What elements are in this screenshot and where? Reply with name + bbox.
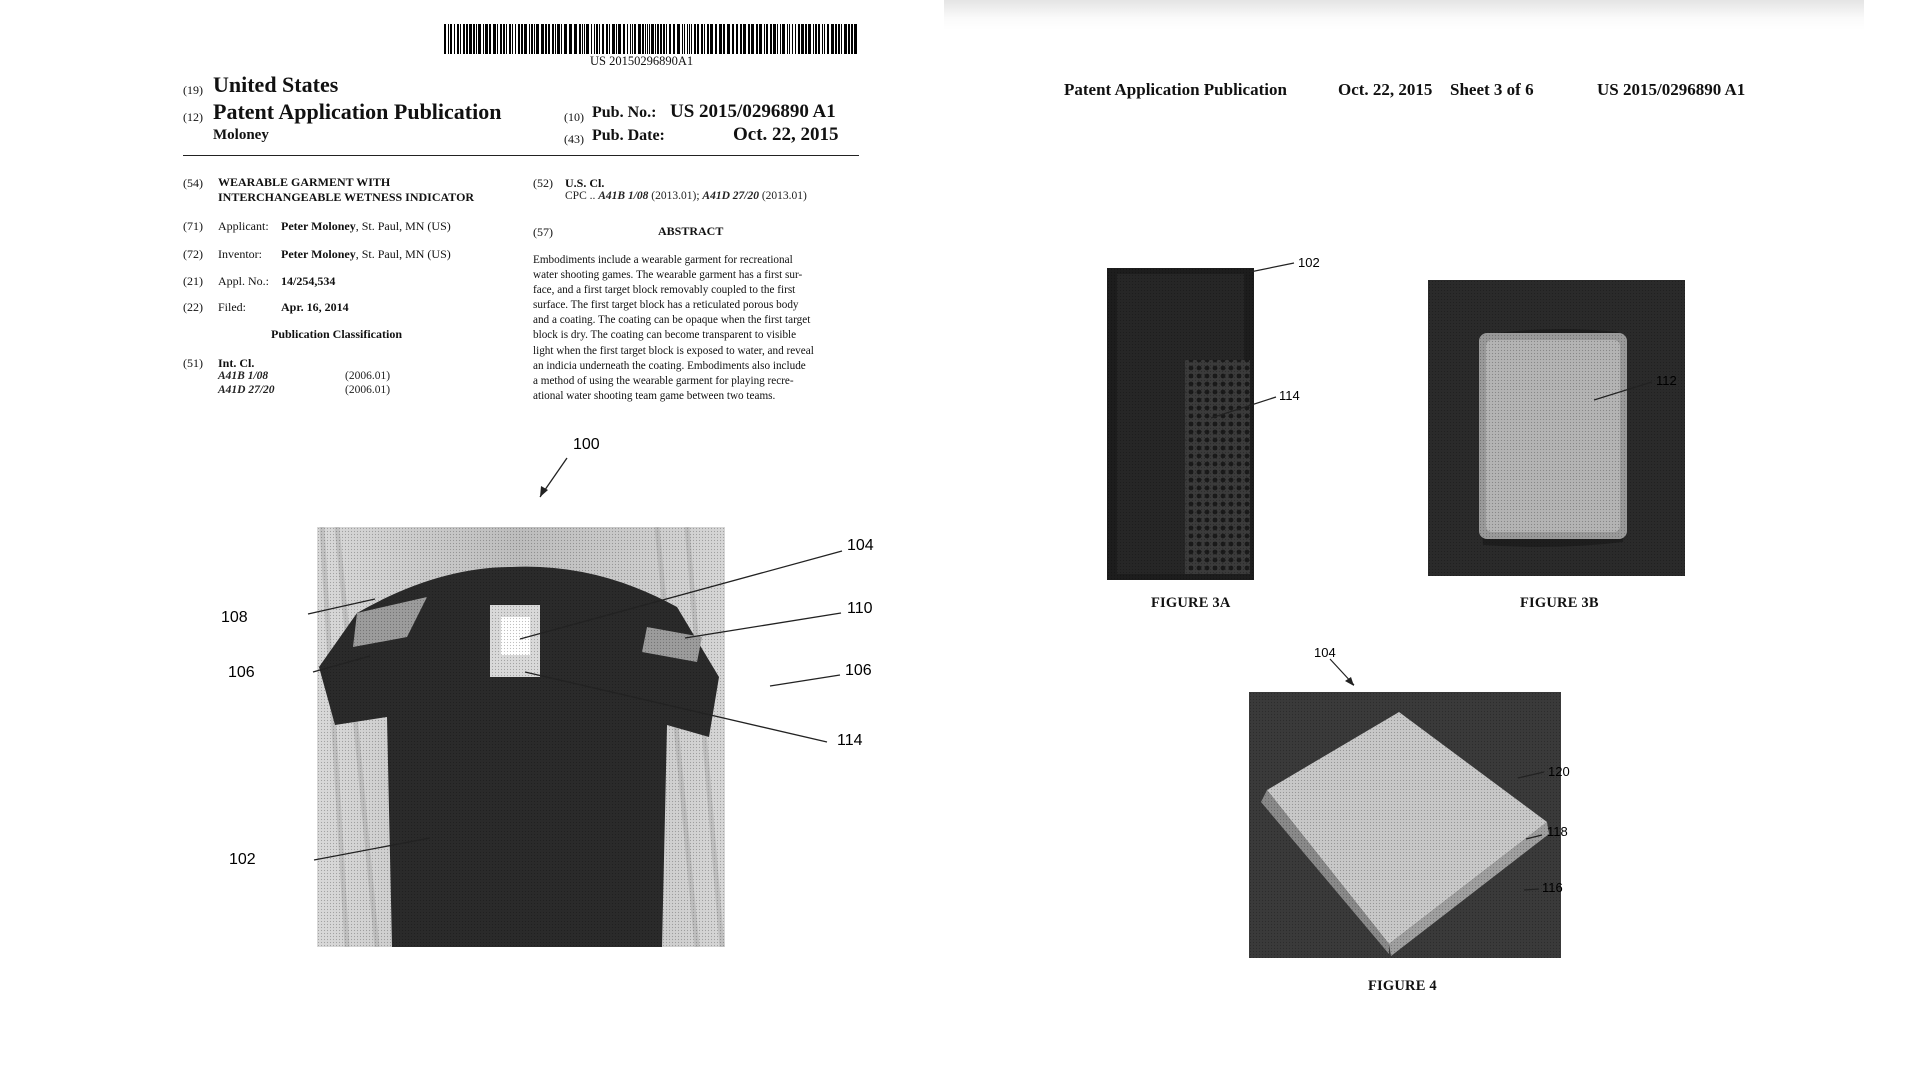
patent-front-page (70, 0, 944, 1080)
ref-104: 104 (1314, 645, 1336, 660)
inventor-surname: Moloney (213, 127, 269, 143)
ref-106a: 106 (228, 664, 255, 681)
uscl-label: U.S. Cl. (565, 176, 605, 190)
sheet-header-number: US 2015/0296890 A1 (1597, 80, 1746, 99)
pub-class-heading: Publication Classification (271, 327, 403, 341)
figure-3a-label: FIGURE 3A (1151, 595, 1231, 611)
inventor-code: (72) (183, 247, 203, 261)
applicant-label: Applicant: (218, 219, 269, 233)
ref-104: 104 (847, 537, 874, 554)
pub-date-value: Oct. 22, 2015 (733, 124, 839, 145)
ref-110: 110 (847, 600, 873, 617)
type-code: (12) (183, 110, 203, 124)
inventor-location: , St. Paul, MN (US) (355, 247, 451, 261)
intcl-label: Int. Cl. (218, 356, 255, 370)
publication-type: Patent Application Publication (213, 99, 502, 124)
figure-4-label: FIGURE 4 (1368, 978, 1437, 994)
figure1-leaders (70, 0, 944, 1080)
intcl-row-code: A41D 27/20 (218, 384, 275, 396)
abstract-heading: ABSTRACT (658, 224, 724, 238)
applicant-name: Peter Moloney (281, 219, 356, 233)
abstract-line: a method of using the wearable garment for playing recre- (533, 374, 794, 387)
intcl-row-year: (2006.01) (345, 370, 391, 382)
pub-no-value: US 2015/0296890 A1 (670, 101, 836, 122)
sheet-header-pub: Patent Application Publication (1064, 80, 1287, 99)
figure-3b-label: FIGURE 3B (1520, 595, 1599, 611)
abstract-line: and a coating. The coating can be opaque when the first target (533, 314, 811, 327)
ref-114: 114 (837, 732, 863, 749)
pub-date-label: Pub. Date: (592, 127, 665, 144)
pub-date-code: (43) (564, 132, 584, 146)
ref-106b: 106 (845, 662, 872, 679)
title-line1: WEARABLE GARMENT WITH (218, 175, 391, 189)
country-code: (19) (183, 83, 203, 97)
cpc-a: A41B 1/08 (598, 190, 649, 202)
ref-100: 100 (573, 436, 600, 453)
ref-102: 102 (229, 851, 256, 868)
ref-102: 102 (1298, 255, 1320, 270)
country: United States (213, 72, 339, 97)
abstract-line: light when the first target block is exposed to water, and reveal (533, 344, 814, 357)
ref-118: 118 (1547, 824, 1568, 839)
abstract-code: (57) (533, 225, 553, 239)
intcl-code: (51) (183, 356, 203, 370)
pub-no-code: (10) (564, 110, 584, 124)
intcl-row-year: (2006.01) (345, 384, 391, 396)
patent-drawing-sheet (944, 0, 1864, 1080)
intcl-row-code: A41B 1/08 (218, 370, 269, 382)
ref-108: 108 (221, 609, 248, 626)
appl-label: Appl. No.: (218, 274, 269, 288)
title-line2: INTERCHANGEABLE WETNESS INDICATOR (218, 190, 475, 204)
abstract-line: surface. The first target block has a reticulated porous body (533, 299, 799, 312)
abstract-line: face, and a first target block removably coupled to the first (533, 284, 796, 297)
sheet-leaders (944, 0, 1864, 1080)
pub-no-label: Pub. No.: (592, 104, 657, 121)
appl-code: (21) (183, 274, 203, 288)
inventor-label: Inventor: (218, 247, 262, 261)
filed-code: (22) (183, 300, 203, 314)
inventor-name: Peter Moloney (281, 247, 356, 261)
cpc-b-year: (2013.01) (761, 190, 807, 202)
applicant-code: (71) (183, 219, 203, 233)
abstract-line: Embodiments include a wearable garment for recreational (533, 254, 793, 266)
title-code: (54) (183, 176, 203, 190)
ref-114: 114 (1279, 388, 1300, 403)
cpc-a-year: (2013.01); (651, 190, 700, 202)
uscl-code: (52) (533, 176, 553, 190)
cpc-b: A41D 27/20 (702, 190, 759, 202)
ref-120: 120 (1548, 764, 1570, 779)
abstract-line: ational water shooting team game between two teams. (533, 389, 776, 402)
cpc-prefix: CPC .. (565, 190, 596, 202)
sheet-header-date: Oct. 22, 2015 (1338, 80, 1433, 99)
filed-value: Apr. 16, 2014 (281, 300, 349, 314)
sheet-header-sheet: Sheet 3 of 6 (1450, 80, 1534, 99)
ref-116: 116 (1542, 880, 1563, 895)
appl-value: 14/254,534 (281, 274, 336, 288)
filed-label: Filed: (218, 300, 247, 314)
applicant-location: , St. Paul, MN (US) (355, 219, 451, 233)
abstract-line: water shooting games. The wearable garment has a first sur- (533, 269, 803, 282)
abstract-line: an indicia underneath the coating. Embodiments also include (533, 359, 806, 372)
abstract-line: block is dry. The coating can become transparent to visible (533, 329, 797, 342)
barcode-number: US 20150296890A1 (590, 54, 694, 68)
ref-112: 112 (1656, 373, 1677, 388)
